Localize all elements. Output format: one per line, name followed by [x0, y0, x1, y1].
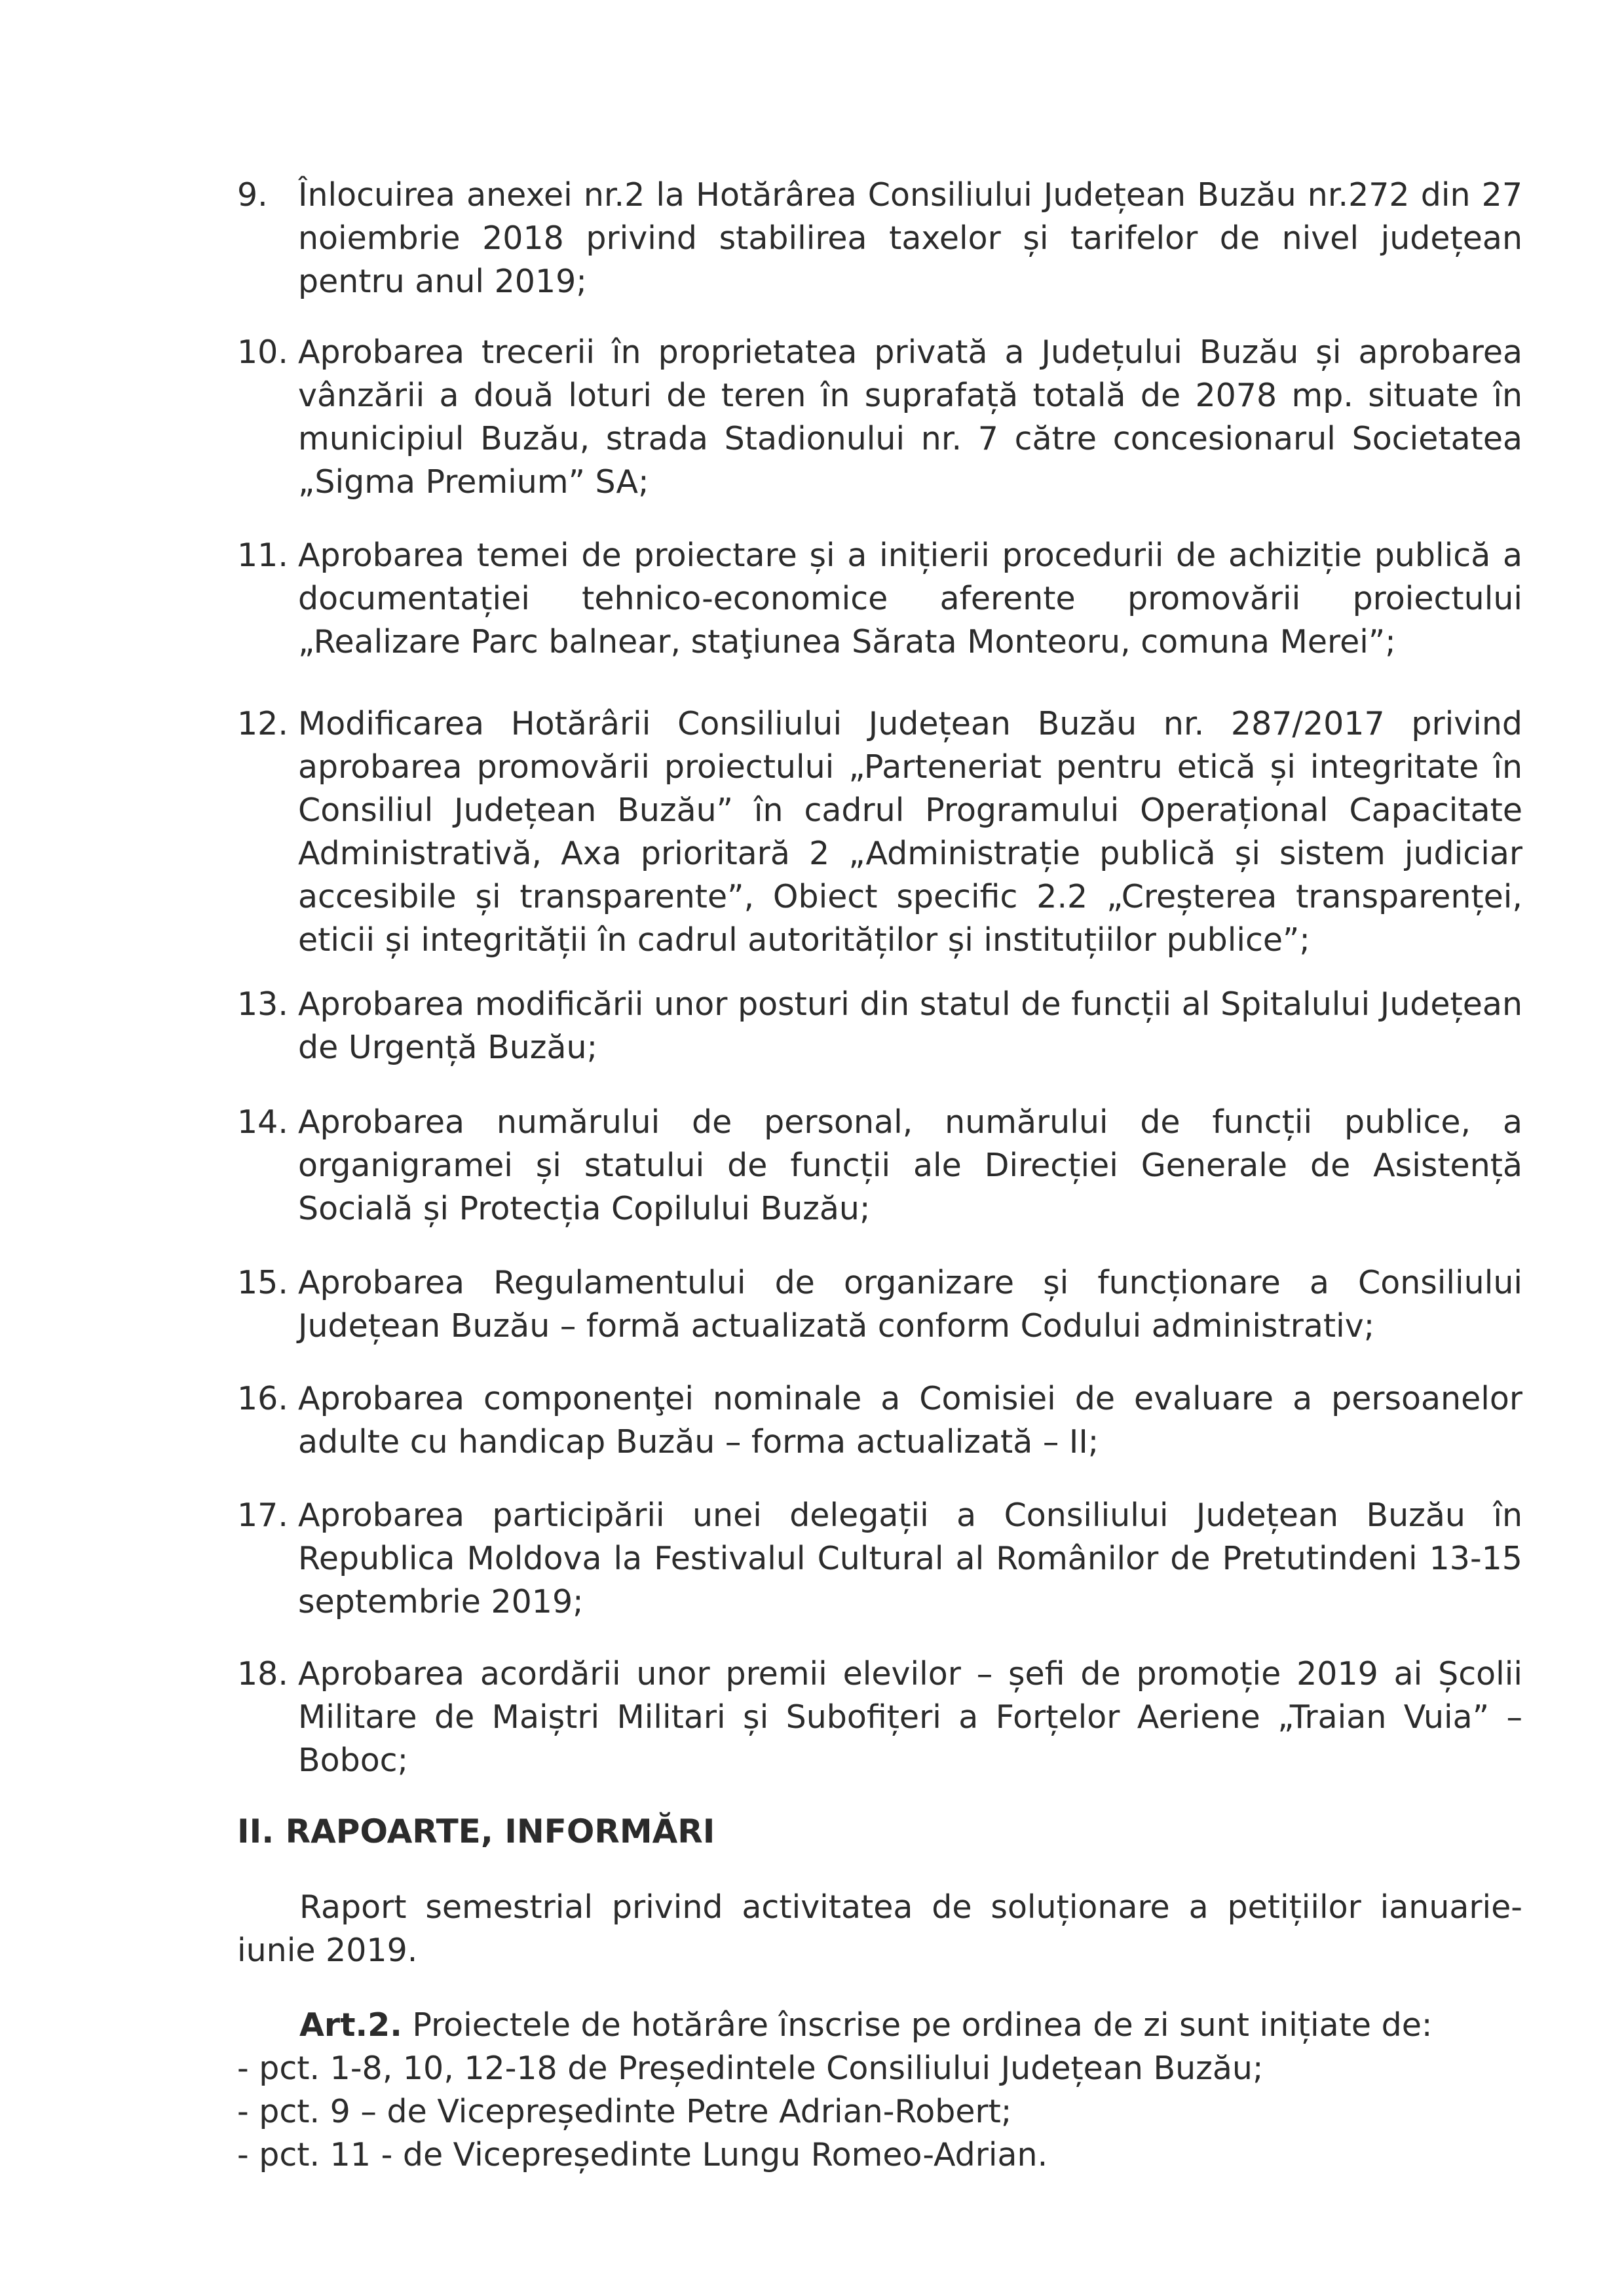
agenda-item-text: Aprobarea numărului de personal, numărului de funcții publice, a organigramei și statului de funcții ale Direcției Generale de Asistență Socială și Protecția Copilului Buzău; [298, 1103, 1522, 1227]
article-intro-line [237, 2004, 1522, 2047]
report-paragraph: Raport semestrial privind activitatea de soluționare a petițiilor ianuarie-iunie 2019. [237, 1888, 1522, 1969]
agenda-item-text: Înlocuirea anexei nr.2 la Hotărârea Consiliului Județean Buzău nr.272 din 27 noiembrie 2018 privind stabilirea taxelor și tarifelor de nivel județean pentru anul 2019; [298, 176, 1522, 300]
agenda-item-number: 17. [237, 1497, 288, 1534]
agenda-item-text: Aprobarea modificării unor posturi din statul de funcții al Spitalului Județean de Urgență Buzău; [298, 985, 1522, 1066]
article-2 [237, 2004, 1522, 2177]
agenda-item-number: 9. [237, 176, 268, 214]
article-intro: Proiectele de hotărâre înscrise pe ordinea de zi sunt inițiate de: [402, 2006, 1433, 2044]
agenda-item-number: 12. [237, 705, 288, 742]
agenda-item-text: Modificarea Hotărârii Consiliului Județean Buzău nr. 287/2017 privind aprobarea promovării proiectului „Parteneriat pentru etică și integritate în Consiliul Județean Buzău” în cadrul Programului Operațional Capacitate Administrativă, Axa prioritară 2 „Administrație publică și sistem judiciar accesibile și transparente”, Obiect specific 2.2 „Creșterea transparenței, eticii și integrității în cadrul autorităților și instituțiilor publice”; [298, 705, 1522, 959]
agenda-item-10 [237, 331, 1522, 504]
agenda-item-number: 13. [237, 985, 288, 1023]
agenda-item-text: Aprobarea acordării unor premii elevilor – șefi de promoție 2019 ai Școlii Militare de Maiștri Militari și Subofițeri a Forțelor Aeriene „Traian Vuia” – Boboc; [298, 1655, 1522, 1779]
agenda-item-number: 14. [237, 1103, 288, 1141]
section-heading: II. RAPOARTE, INFORMĂRI [237, 1812, 715, 1850]
agenda-item-15 [237, 1261, 1522, 1348]
article-bullet: - pct. 11 - de Vicepreședinte Lungu Romeo-Adrian. [237, 2136, 1048, 2173]
agenda-item-text: Aprobarea participării unei delegații a Consiliului Județean Buzău în Republica Moldova la Festivalul Cultural al Românilor de Pretutindeni 13-15 septembrie 2019; [298, 1497, 1522, 1620]
agenda-item-text: Aprobarea trecerii în proprietatea privată a Județului Buzău și aprobarea vânzării a două loturi de teren în suprafață totală de 2078 mp. situate în municipiul Buzău, strada Stadionului nr. 7 către concesionarul Societatea „Sigma Premium” SA; [298, 334, 1522, 501]
agenda-item-17 [237, 1494, 1522, 1624]
agenda-item-number: 16. [237, 1380, 288, 1417]
agenda-item-12 [237, 702, 1522, 962]
agenda-item-13 [237, 983, 1522, 1069]
agenda-item-14 [237, 1101, 1522, 1231]
agenda-item-number: 10. [237, 334, 288, 371]
article-label: Art.2. [299, 2006, 402, 2044]
agenda-item-9 [237, 174, 1522, 303]
agenda-item-11 [237, 534, 1522, 664]
agenda-item-number: 11. [237, 537, 288, 574]
article-bullet: - pct. 9 – de Vicepreședinte Petre Adrian-Robert; [237, 2093, 1012, 2130]
article-bullet: - pct. 1-8, 10, 12-18 de Președintele Consiliului Județean Buzău; [237, 2050, 1264, 2087]
agenda-item-16 [237, 1377, 1522, 1464]
agenda-item-text: Aprobarea temei de proiectare și a inițierii procedurii de achiziție publică a documentației tehnico-economice aferente promovării proiectului „Realizare Parc balnear, staţiunea Sărata Monteoru, comuna Merei”; [298, 537, 1522, 660]
agenda-item-text: Aprobarea Regulamentului de organizare și funcționare a Consiliului Județean Buzău – formă actualizată conform Codului administrativ; [298, 1264, 1522, 1345]
agenda-item-number: 15. [237, 1264, 288, 1301]
agenda-item-18 [237, 1653, 1522, 1782]
agenda-item-text: Aprobarea componenţei nominale a Comisiei de evaluare a persoanelor adulte cu handicap Buzău – forma actualizată – II; [298, 1380, 1522, 1461]
agenda-item-number: 18. [237, 1655, 288, 1693]
